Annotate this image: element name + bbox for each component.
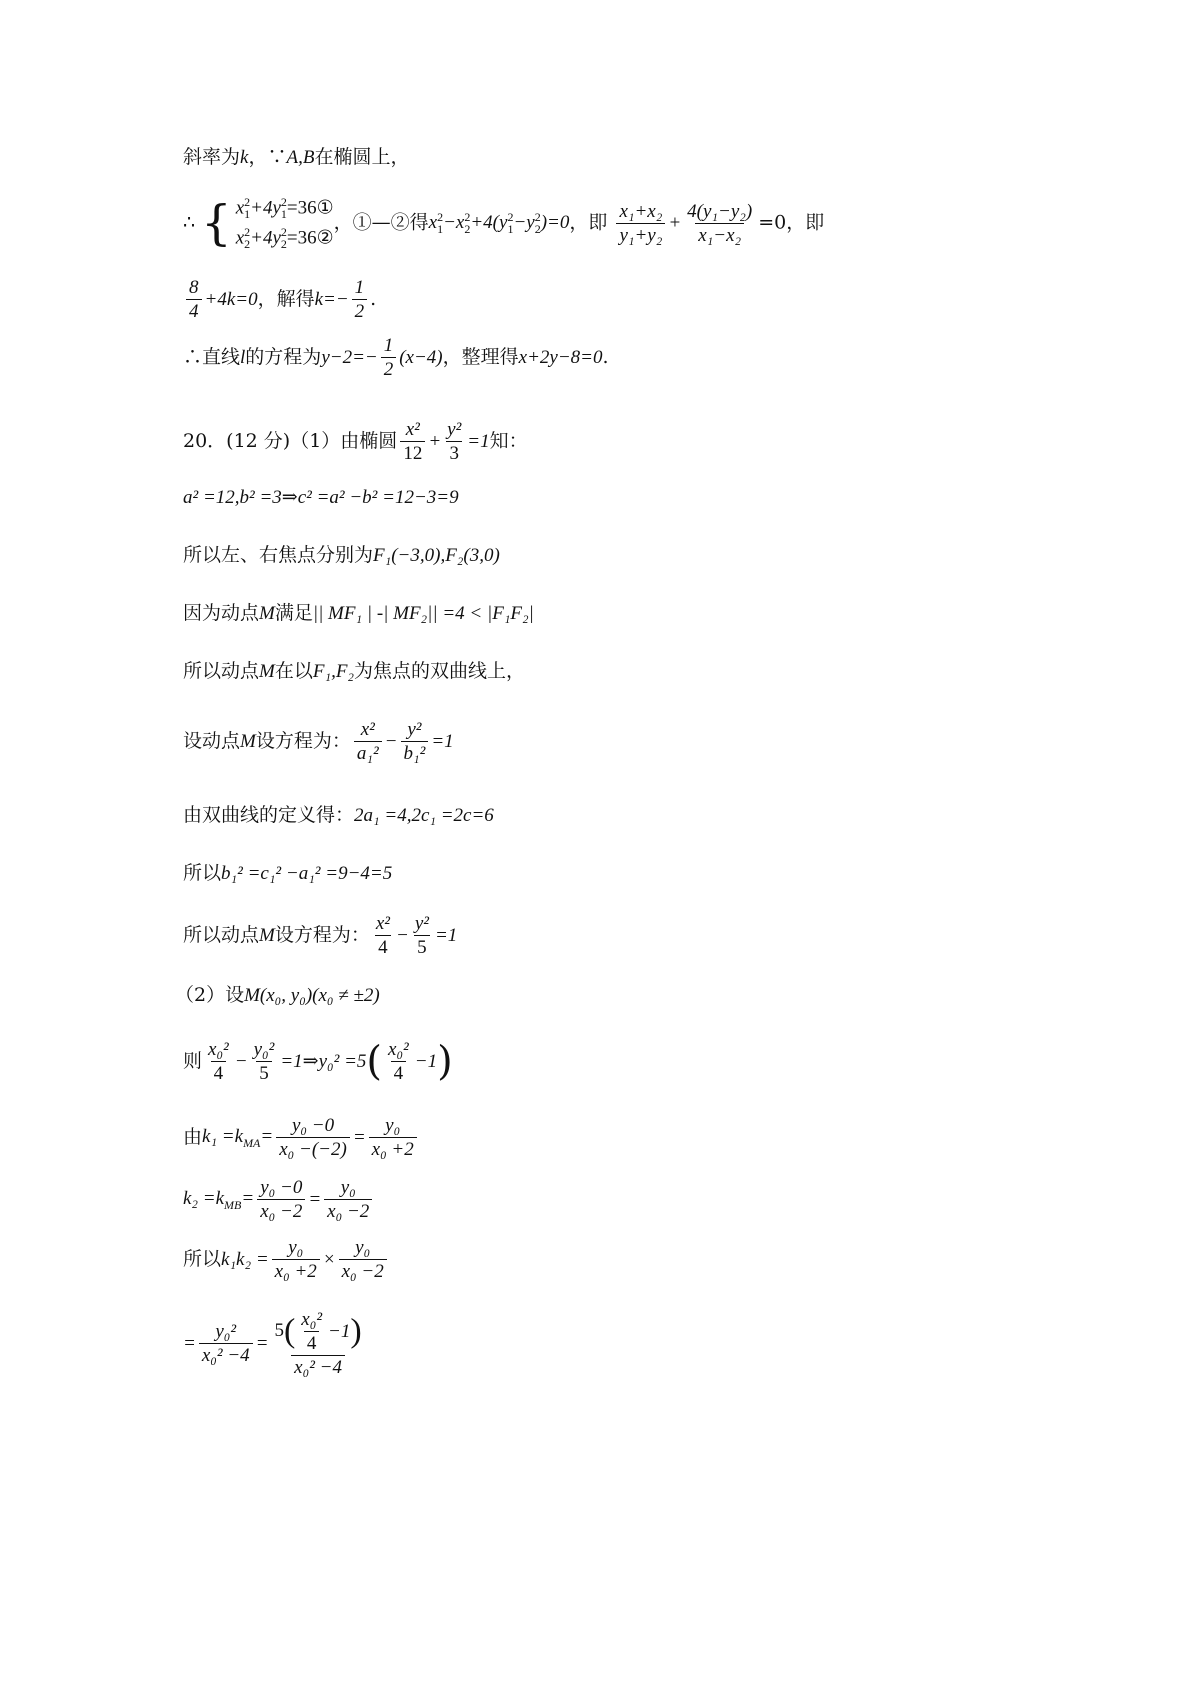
text: =0，即	[758, 211, 825, 234]
math: l	[240, 347, 246, 368]
fraction: $\frac{1}{2}$	[352, 278, 368, 321]
fraction: $\frac{\text{y₀}}{\text{x₀ −2}}$	[339, 1238, 387, 1281]
text-line-k1k2: 所以k₁k₂ = $\frac{\text{y₀}}{\text{x₀ +2}}$ × $\frac{\text{y₀}}{\text{x₀ −2}}$	[183, 1238, 390, 1281]
text: 由	[183, 1126, 203, 1148]
text-line-final: = $\frac{\text{y₀²}}{\text{x₀² −4}}$ = 5( $\frac{\text{x₀²}}{4}$ −1) x₀² −4	[183, 1310, 368, 1377]
math: || MF₁ | -| MF₂|| =4 < |F₁F₂|	[312, 603, 534, 624]
fraction: $\frac{\text{y₀²}}{5}$	[253, 1039, 275, 1084]
text: 为焦点的双曲线上，	[354, 660, 526, 682]
text-line-definition	[183, 806, 494, 825]
text: 由双曲线的定义得：	[183, 804, 355, 826]
text-line-result-equation: 所以动点M设方程为： $\frac{\text{x²}}{4}$ − $\frac{\text{y²}}{5}$ =1	[183, 913, 458, 958]
text-line-a-b-c	[183, 488, 459, 507]
text-line-hyperbola	[183, 662, 525, 681]
math: M	[259, 661, 275, 682]
fraction: $\frac{\text{y₀}}{\text{x₀ −2}}$	[324, 1178, 372, 1221]
math: $k_2 =k_{MB}=$	[183, 1187, 255, 1212]
text: 设方程为：	[255, 730, 351, 752]
fraction: $\frac{\text{y²}}{3}$	[447, 419, 462, 464]
text-line-then: 则 $\frac{\text{x₀²}}{4}$ − $\frac{\text{y₀²}}{5}$ =1⇒y₀² =5( $\frac{\text{x₀²}}{4}$ −1)	[183, 1038, 453, 1085]
math: F₁,F₂	[312, 661, 355, 682]
difference-equation: $x_1^2-x_2^2+4(y_1^2-y_2^2)=0$	[428, 210, 570, 237]
fraction: $\frac{\text{y₀ −0}}{\text{x₀ −2}}$	[257, 1178, 305, 1221]
fraction: $\frac{\text{y₀ −0}}{\text{x₀ −(−2)}}$	[276, 1116, 350, 1159]
equation-system	[201, 196, 334, 250]
math: =1	[431, 731, 454, 752]
math: M	[259, 925, 275, 946]
math: $k_1 =k_{MA}=$	[202, 1125, 274, 1150]
fraction: $\frac{\text{y²}}{\text{b₁²}}$	[401, 720, 429, 763]
fraction: $\frac{\text{x²}}{12}$	[400, 420, 425, 463]
text: 在椭圆上，	[314, 146, 410, 168]
text: ，整理得	[442, 346, 519, 368]
brace: {	[201, 195, 232, 252]
math: =1	[467, 431, 490, 452]
text: 设方程为：	[274, 924, 370, 946]
text: 所以动点	[183, 660, 260, 682]
text-line-problem-20: 20．(12 分)（1）由椭圆 $\frac{\text{x²}}{12}$ + $\frac{\text{y²}}{3}$ =1知：	[183, 419, 528, 464]
fraction: $\frac{\text{y₀}}{\text{x₀ +2}}$	[272, 1238, 320, 1281]
text-line-slope	[183, 148, 409, 167]
text-line-part-2	[175, 984, 380, 1006]
fraction: $\frac{\text{y²}}{5}$	[414, 913, 429, 958]
text-line-line-equation	[183, 336, 609, 379]
math: a² =12,b² =3⇒c² =a² −b² =12−3=9	[183, 487, 459, 508]
text: 的方程为	[245, 346, 322, 368]
fraction: $\frac{\text{x₀²}}{4}$	[388, 1039, 409, 1084]
text: 斜率为	[183, 146, 241, 168]
text: ∴直线	[183, 346, 241, 368]
text-line-foci	[183, 546, 500, 565]
text: 所以动点	[183, 924, 260, 946]
math: 2a₁ =4,2c₁ =2c=6	[354, 805, 494, 826]
fraction: $\frac{\text{x₀²}}{4}$	[208, 1039, 229, 1084]
text: 所以左、右焦点分别为	[183, 544, 374, 566]
math: k	[240, 147, 249, 168]
math: (x−4)	[399, 347, 443, 368]
math: −1	[414, 1051, 438, 1072]
text-line-solve-k	[183, 278, 376, 321]
text: 知：	[489, 430, 528, 452]
math: x+2y−8=0	[518, 347, 603, 368]
text: ，解得	[257, 288, 315, 310]
math: M	[240, 731, 256, 752]
fraction: $\frac{\text{x₁+x₂}}{\text{y₁+y₂}}$	[616, 202, 665, 245]
text-line-k2: $k_2 =k_{MB}=$ $\frac{\text{y₀ −0}}{\text{x₀ −2}}$ = $\frac{\text{y₀}}{\text{x₀ −2}}$	[183, 1178, 375, 1221]
math: k=−	[314, 289, 349, 310]
math: =1	[434, 925, 458, 946]
fraction: $\frac{\text{x²}}{\text{a₁²}}$	[354, 720, 382, 763]
because-symbol: ∵	[267, 146, 287, 168]
text: 所以	[183, 1248, 222, 1270]
text-line-b1	[183, 864, 392, 883]
math: y−2=−	[321, 347, 378, 368]
text: .	[370, 288, 377, 310]
text-line-k1: 由$k_1 =k_{MA}=$ $\frac{\text{y₀ −0}}{\text{x₀ −(−2)}}$ = $\frac{\text{y₀}}{\text{x₀ +2}}$	[183, 1116, 420, 1159]
text: 则	[183, 1050, 203, 1072]
math: b₁² =c₁² −a₁² =9−4=5	[221, 863, 393, 884]
text: .	[602, 346, 609, 368]
text: 设动点	[183, 730, 241, 752]
math: =	[183, 1333, 196, 1354]
fraction: $\frac{1}{2}$	[381, 336, 397, 379]
problem-heading: 20．(12 分)（1）由椭圆	[183, 430, 398, 452]
math: M(x₀, y₀)(x₀ ≠ ±2)	[244, 985, 380, 1006]
text-line-condition	[183, 604, 534, 623]
text: ，①—②得	[333, 211, 429, 234]
text: 因为动点	[183, 602, 260, 624]
fraction: $\frac{8}{4}$	[186, 278, 202, 321]
math: F₁(−3,0),F₂(3,0)	[373, 545, 500, 566]
math: =1⇒y₀² =5	[280, 1051, 367, 1072]
compound-fraction: 5( $\frac{\text{x₀²}}{4}$ −1) x₀² −4	[274, 1309, 362, 1378]
text: （2）设	[175, 984, 245, 1006]
equation-2: $x_2^2+4y_2^2=36②$	[235, 225, 334, 252]
text: 所以	[183, 862, 222, 884]
fraction: $\frac{\text{x²}}{4}$	[375, 913, 390, 958]
fraction: $\frac{\text{y₀}}{\text{x₀ +2}}$	[369, 1116, 417, 1159]
text: ，	[248, 146, 268, 168]
math: A,B	[286, 147, 315, 168]
text: 在以	[274, 660, 313, 682]
math: +4k=0	[204, 289, 258, 310]
math: k₁k₂ =	[221, 1249, 269, 1270]
fraction: $\frac{\text{y₀²}}{\text{x₀² −4}}$	[199, 1322, 253, 1365]
text-line-system: ∴ { $x_1^2+4y_1^2=36①$ $x_2^2+4y_2^2=36②$ ，①—②得$x_1^2-x_2^2+4(y_1^2-y_2^2)=0$，即 $\frac{\text{x₁+x₂}}{\text{y₁+y₂}}$ + $\frac{\text{4(y₁−y₂)}}{\text{x₁−x₂}}$ =0，即	[183, 195, 825, 252]
therefore-symbol: ∴	[183, 211, 196, 234]
equation-1: $x_1^2+4y_1^2=36①$	[235, 195, 334, 222]
text: ，即	[569, 211, 608, 234]
math: M	[259, 603, 275, 624]
text-line-set-equation: 设动点M设方程为： $\frac{\text{x²}}{\text{a₁²}}$ − $\frac{\text{y²}}{\text{b₁²}}$ =1	[183, 719, 454, 764]
fraction: $\frac{\text{4(y₁−y₂)}}{\text{x₁−x₂}}$	[687, 200, 753, 246]
text: 满足	[274, 602, 313, 624]
